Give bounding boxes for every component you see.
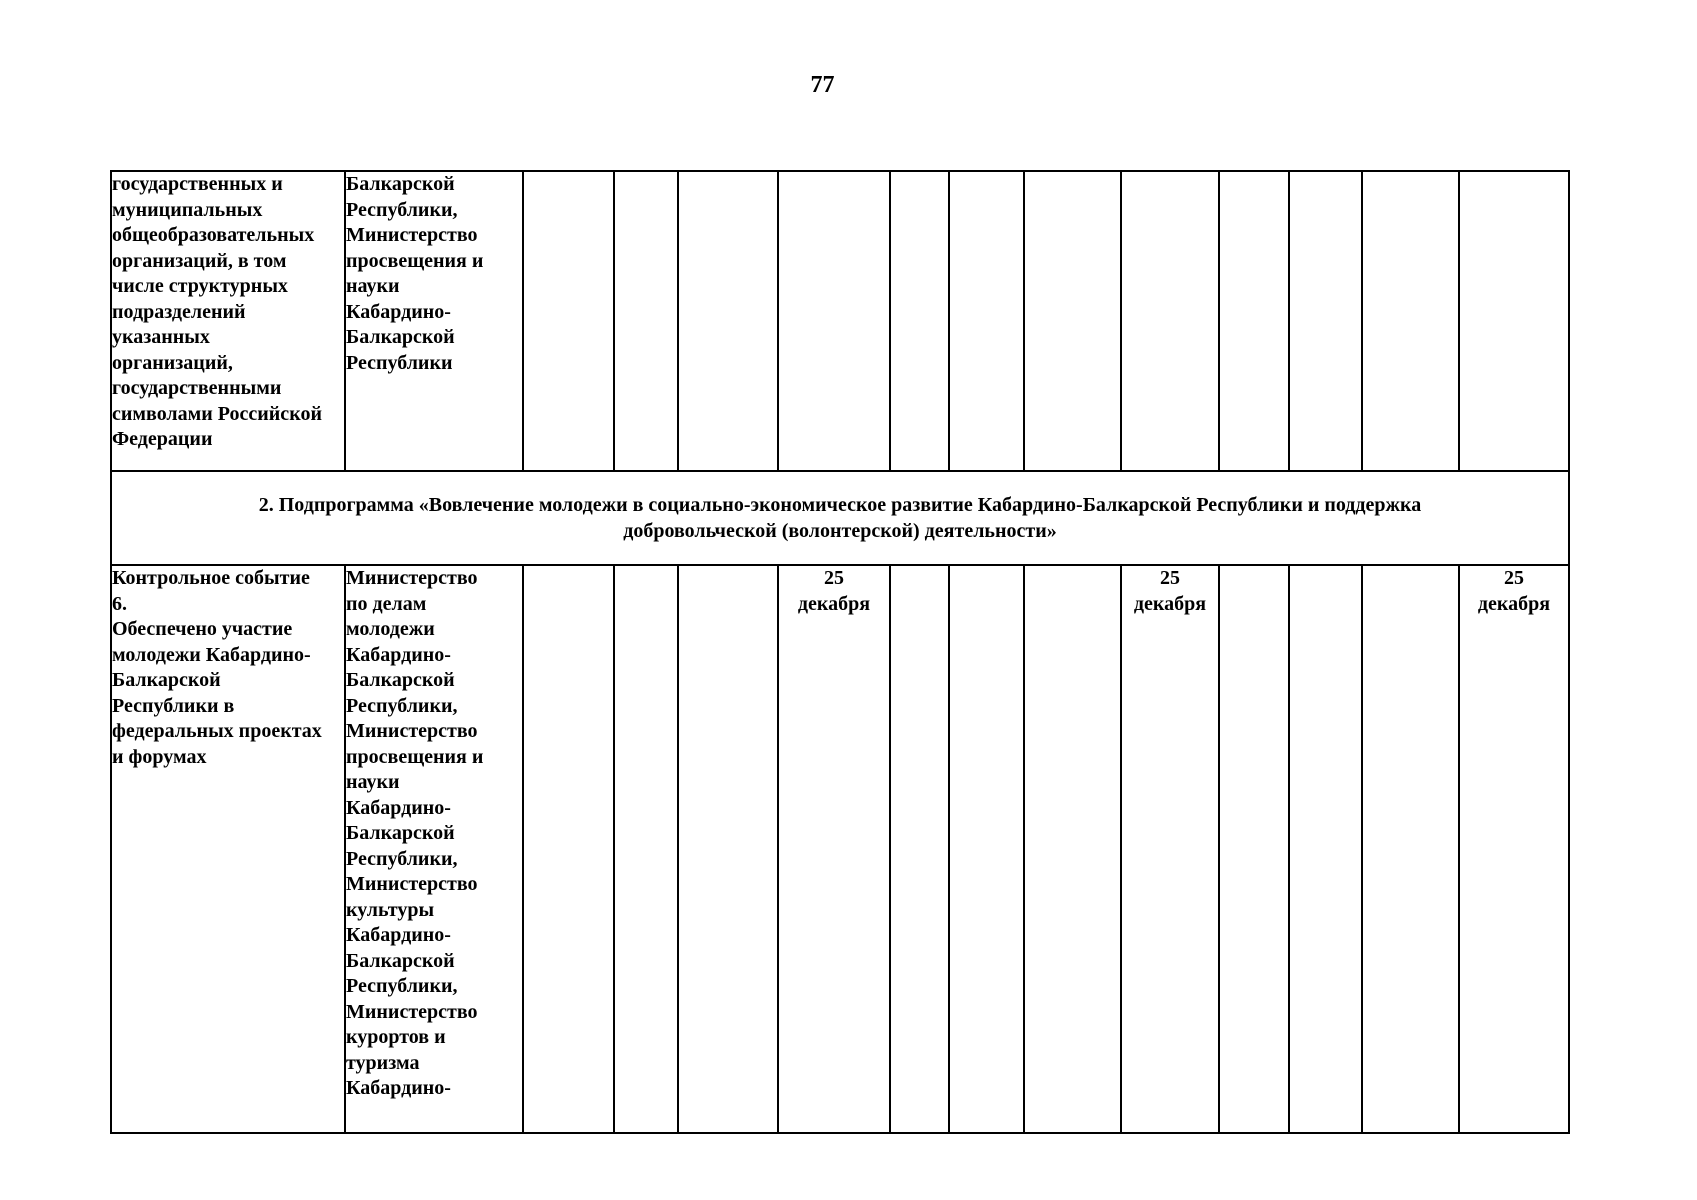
empty-cell <box>949 565 1024 1133</box>
empty-cell <box>890 171 949 471</box>
deadline-cell: 25 декабря <box>778 565 890 1133</box>
empty-cell <box>614 171 678 471</box>
empty-cell <box>1219 171 1289 471</box>
event-name-cell: государственных и муниципальных общеобразовательных организаций, в том числе структурных подразделений указанных организаций, государственными символами Российской Федерации <box>111 171 345 471</box>
empty-cell <box>1121 171 1219 471</box>
empty-cell <box>614 565 678 1133</box>
deadline-cell: 25 декабря <box>1121 565 1219 1133</box>
empty-cell <box>1362 565 1459 1133</box>
event-name-cell: Контрольное событие 6. Обеспечено участие молодежи Кабардино- Балкарской Республики в федеральных проектах и форумах <box>111 565 345 1133</box>
empty-cell <box>1362 171 1459 471</box>
table-row-control-event-6 <box>111 565 1569 1133</box>
table-row-symbols <box>111 171 1569 471</box>
responsible-cell: Министерство по делам молодежи Кабардино- Балкарской Республики, Министерство просвещения и науки Кабардино- Балкарской Республики, Министерство культуры Кабардино- Балкарской Республики, Министерство курортов и туризма Кабардино- <box>345 565 523 1133</box>
responsible-cell: Балкарской Республики, Министерство просвещения и науки Кабардино- Балкарской Республики <box>345 171 523 471</box>
empty-cell <box>1459 171 1569 471</box>
empty-cell <box>778 171 890 471</box>
subprogram-title: 2. Подпрограмма «Вовлечение молодежи в социально-экономическое развитие Кабардино-Балкарской Республики и поддержка добровольческой (волонтерской) деятельности» <box>111 471 1569 565</box>
empty-cell <box>523 171 614 471</box>
empty-cell <box>678 565 778 1133</box>
empty-cell <box>523 565 614 1133</box>
empty-cell <box>678 171 778 471</box>
empty-cell <box>1219 565 1289 1133</box>
schedule-table <box>110 170 1570 1134</box>
empty-cell <box>890 565 949 1133</box>
empty-cell <box>1024 565 1121 1133</box>
subprogram-header-row <box>111 471 1569 565</box>
empty-cell <box>1289 565 1362 1133</box>
empty-cell <box>1289 171 1362 471</box>
empty-cell <box>949 171 1024 471</box>
empty-cell <box>1024 171 1121 471</box>
deadline-cell: 25 декабря <box>1459 565 1569 1133</box>
page-number: 77 <box>810 72 835 98</box>
